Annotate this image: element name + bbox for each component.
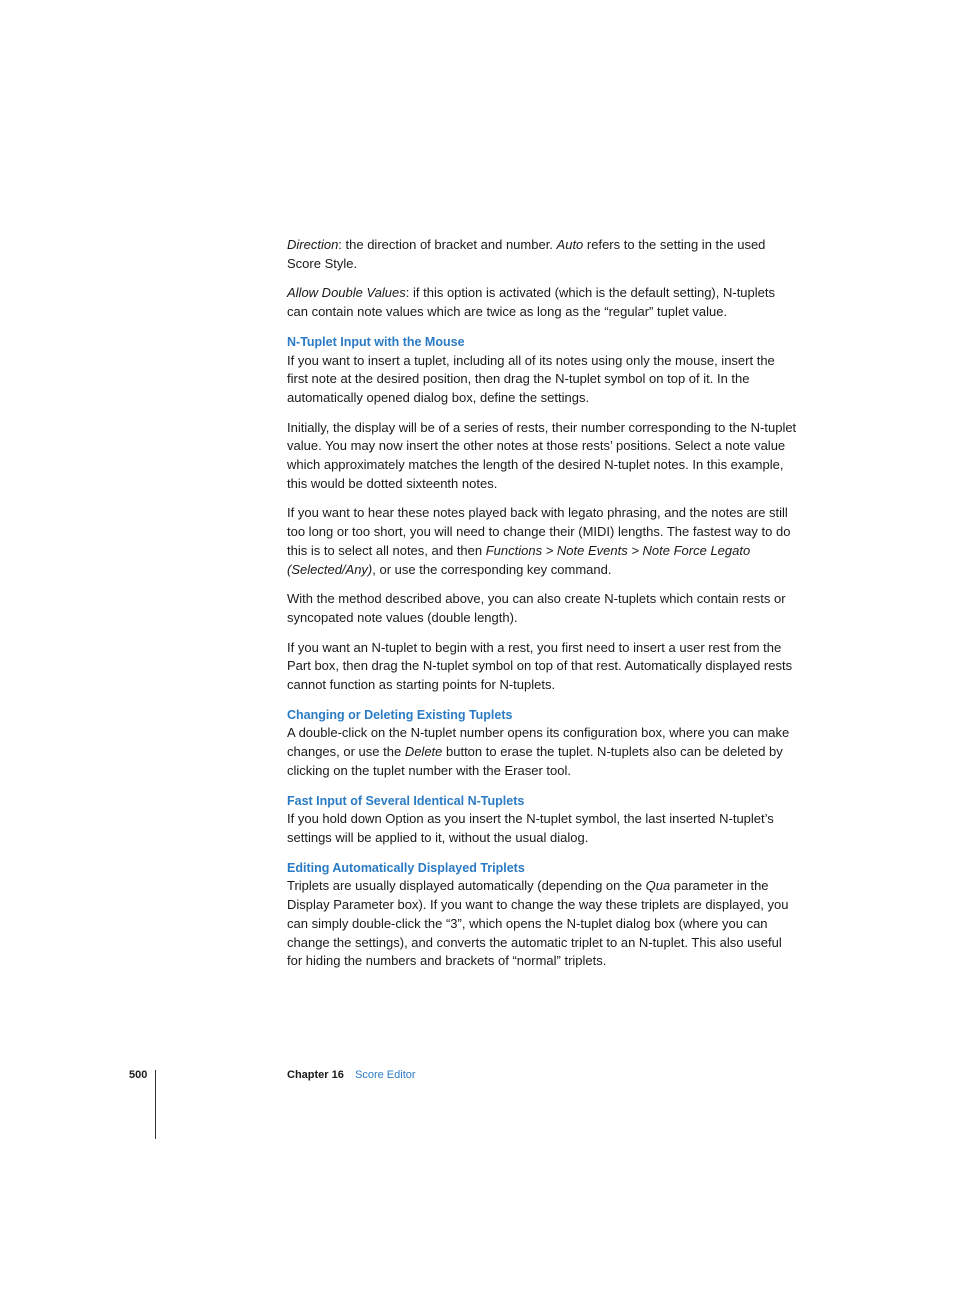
footer-section-title: Score Editor xyxy=(355,1069,416,1081)
mouse-input-paragraph-3 xyxy=(287,504,799,579)
section-heading-changing-deleting: Changing or Deleting Existing Tuplets xyxy=(287,707,513,722)
direction-paragraph xyxy=(287,236,799,273)
direction-text-b: refers to the setting in the used Score Style. xyxy=(287,237,766,271)
legato-menu-path: Functions > Note Events > Note Force Legato (Selected/Any) xyxy=(287,542,751,577)
legato-text-a: If you want to hear these notes played back with legato phrasing, and the notes are still too long or too short, you will need to change their (MIDI) lengths. The fastest way to do this is to select all notes, and then xyxy=(287,505,791,558)
fast-input-paragraph: If you hold down Option as you insert the N-tuplet symbol, the last inserted N-tuplet’s settings will be applied to it, without the usual dialog. xyxy=(287,811,774,845)
page-content xyxy=(287,236,799,971)
qua-term: Qua xyxy=(645,878,671,894)
section-heading-editing-triplets: Editing Automatically Displayed Triplets xyxy=(287,860,525,875)
changing-text-b: button to erase the tuplet. N-tuplets also can be deleted by clicking on the tuplet number with the Eraser tool. xyxy=(287,744,783,778)
mouse-input-paragraph-4: With the method described above, you can also create N-tuplets which contain rests or syncopated note values (double length). xyxy=(287,591,786,625)
changing-text-a: A double-click on the N-tuplet number opens its configuration box, where you can make changes, or use the xyxy=(287,725,790,760)
mouse-input-paragraph-5: If you want an N-tuplet to begin with a rest, you first need to insert a user rest from the Part box, then drag the N-tuplet symbol on top of that rest. Automatically displayed rests cannot function as starting points for N-tuplets. xyxy=(287,639,793,693)
footer-divider xyxy=(155,1070,156,1139)
direction-text-a: : the direction of bracket and number. xyxy=(338,237,557,252)
direction-term: Direction xyxy=(287,237,339,252)
page-number: 500 xyxy=(129,1069,148,1081)
section-heading-mouse-input: N-Tuplet Input with the Mouse xyxy=(287,334,465,349)
allow-double-text: : if this option is activated (which is the default setting), N-tuplets can contain note values which are twice as long as the “regular” tuplet value. xyxy=(287,285,775,320)
mouse-input-paragraph-2: Initially, the display will be of a series of rests, their number corresponding to the N-tuplet value. You may now insert the other notes at those rests’ positions. Select a note value which approximately matches the length of the desired N-tuplet notes. In this example, this would be dotted sixteenth notes. xyxy=(287,419,797,491)
triplets-text-b: parameter in the Display Parameter box). If you want to change the way these triplets are displayed, you can simply double-click the “3”, which opens the N-tuplet dialog box (where you can change the settings), and converts the automatic triplet to an N-tuplet. This also useful for hiding the numbers and brackets of “normal” triplets. xyxy=(287,878,789,969)
triplets-text-a: Triplets are usually displayed automatically (depending on the xyxy=(287,878,646,894)
delete-term: Delete xyxy=(404,744,443,760)
allow-double-term: Allow Double Values xyxy=(287,285,406,301)
section-heading-fast-input: Fast Input of Several Identical N-Tuplets xyxy=(287,793,525,808)
changing-deleting-paragraph xyxy=(287,724,799,780)
footer-chapter: Chapter 16 xyxy=(287,1069,344,1081)
editing-triplets-paragraph xyxy=(287,877,799,971)
allow-double-paragraph xyxy=(287,284,799,321)
legato-text-b: , or use the corresponding key command. xyxy=(372,561,612,577)
direction-auto-term: Auto xyxy=(556,237,584,252)
mouse-input-paragraph-1: If you want to insert a tuplet, including all of its notes using only the mouse, insert the first note at the desired position, then drag the N-tuplet symbol on top of it. In the automatically opened dialog box, define the settings. xyxy=(287,352,775,405)
